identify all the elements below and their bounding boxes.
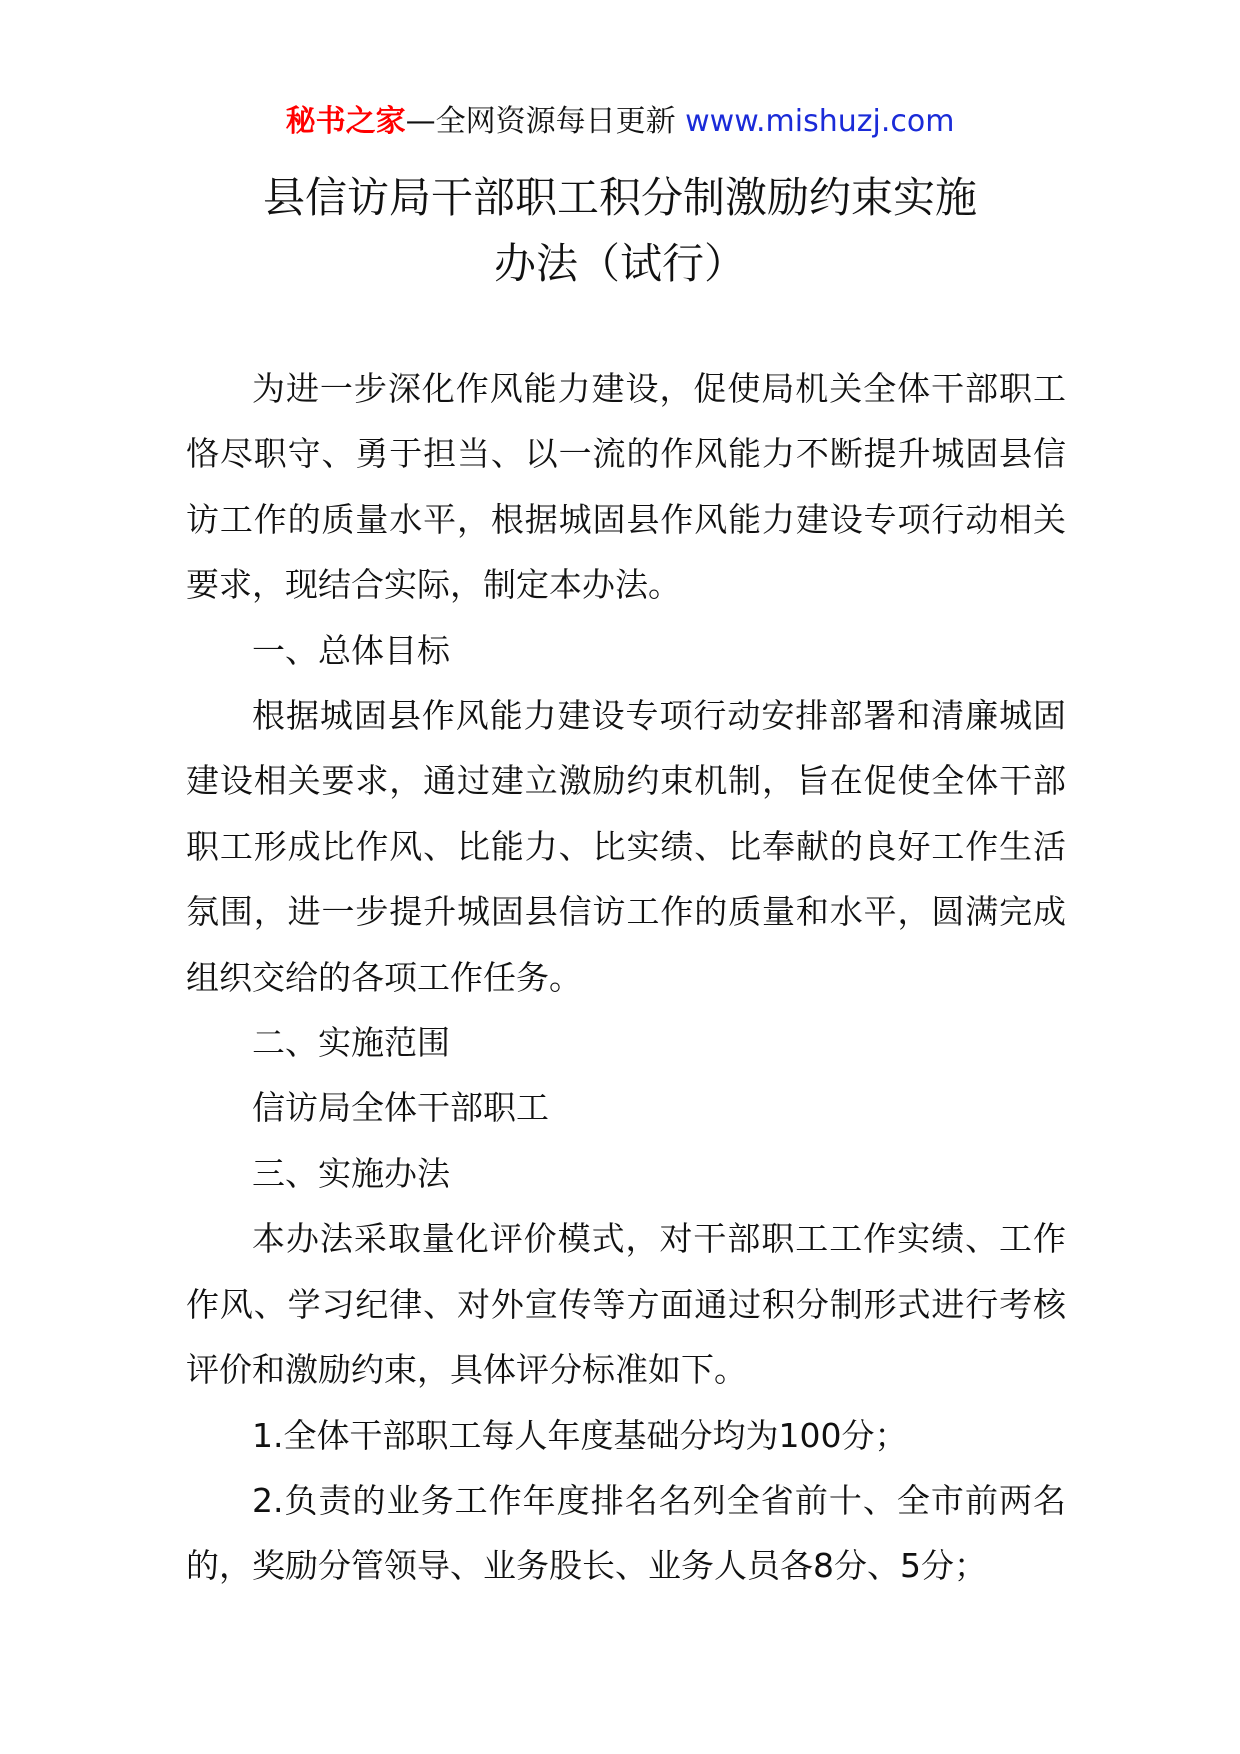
intro-paragraph: 为进一步深化作风能力建设，促使局机关全体干部职工恪尽职守、勇于担当、以一流的作风能力不断提升城固县信访工作的质量水平，根据城固县作风能力建设专项行动相关要求，现结合实际，制定本办法。 xyxy=(186,369,1066,605)
document-title-line-1: 县信访局干部职工积分制激励约束实施 xyxy=(262,173,977,222)
rule-item-1: 1.全体干部职工每人年度基础分均为100分； xyxy=(252,1415,908,1455)
section-heading-method: 三、实施办法 xyxy=(252,1153,450,1193)
brand-name: 秘书之家 xyxy=(285,104,406,139)
site-url-link[interactable]: www.mishuzj.com xyxy=(685,104,955,139)
site-banner xyxy=(0,100,1240,144)
scope-paragraph: 信访局全体干部职工 xyxy=(252,1088,549,1128)
document-title xyxy=(0,165,1240,297)
rule-item-2: 2.负责的业务工作年度排名名列全省前十、全市前两名的，奖励分管领导、业务股长、业务人员各8分、5分； xyxy=(186,1480,1066,1586)
banner-slogan: —全网资源每日更新 xyxy=(405,104,676,139)
section-heading-goal: 一、总体目标 xyxy=(252,630,450,670)
method-paragraph: 本办法采取量化评价模式，对干部职工工作实绩、工作作风、学习纪律、对外宣传等方面通过积分制形式进行考核评价和激励约束，具体评分标准如下。 xyxy=(186,1219,1066,1390)
document-body xyxy=(186,356,1066,1599)
section-heading-scope: 二、实施范围 xyxy=(252,1023,450,1063)
goal-paragraph: 根据城固县作风能力建设专项行动安排部署和清廉城固建设相关要求，通过建立激励约束机制，旨在促使全体干部职工形成比作风、比能力、比实绩、比奉献的良好工作生活氛围，进一步提升城固县信访工作的质量和水平，圆满完成组织交给的各项工作任务。 xyxy=(186,696,1066,997)
document-title-line-2: 办法（试行） xyxy=(493,239,746,288)
